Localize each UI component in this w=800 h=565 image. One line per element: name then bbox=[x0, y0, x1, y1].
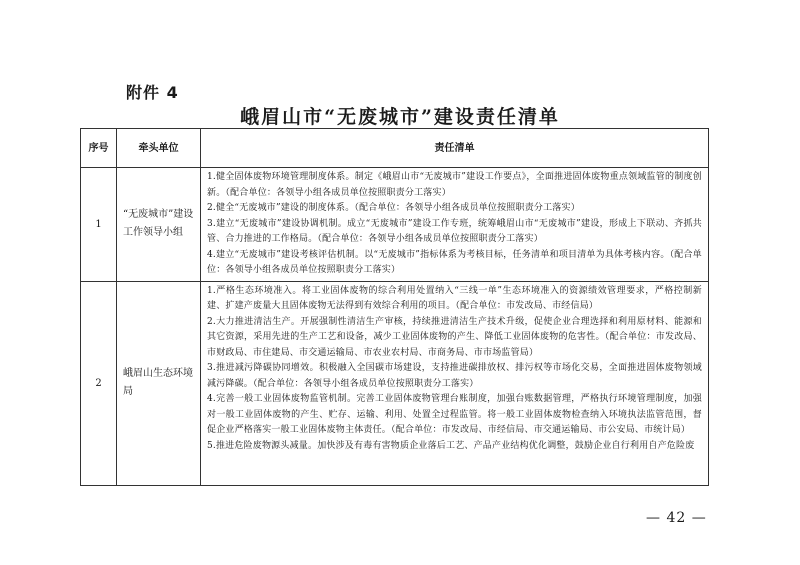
attachment-label: 附件 4 bbox=[126, 83, 179, 102]
row-seq: 1 bbox=[81, 168, 117, 282]
header-responsibility-list: 责任清单 bbox=[201, 129, 709, 168]
header-seq: 序号 bbox=[81, 129, 117, 168]
row-seq: 2 bbox=[81, 281, 117, 485]
responsibility-item: 2.大力推进清洁生产。开展强制性清洁生产审核，持续推进清洁生产技术升级，促使企业合理选择和利用原材料、能源和其它资源，采用先进的生产工艺和设备，减少工业固体废物的产生、降低工业固体废物的危害性。（配合单位：市发改局、市财政局、市住建局、市交通运输局、市农业农村局、市商务局、市市场监管局） bbox=[207, 316, 702, 358]
responsibility-item: 1.严格生态环境准入。将工业固体废物的综合利用处置纳入“三线一单”生态环境准入的资源绩效管理要求，严格控制新建、扩建产废量大且固体废物无法得到有效综合利用的项目。（配合单位：市发改局、市经信局） bbox=[207, 285, 702, 311]
responsibility-item: 5.推进危险废物源头减量。加快涉及有毒有害物质企业落后工艺、产品产业结构优化调整，鼓励企业自行利用自产危险废 bbox=[207, 440, 695, 451]
responsibility-item: 3.推进减污降碳协同增效。积极融入全国碳市场建设，支持推进碳排放权、排污权等市场化交易，全面推进固体废物领域减污降碳。（配合单位：各领导小组各成员单位按照职责分工落实） bbox=[207, 363, 702, 389]
responsibility-item: 1.健全固体废物环境管理制度体系。制定《峨眉山市“无废城市”建设工作要点》，全面推进固体废物重点领域监管的制度创新。（配合单位：各领导小组各成员单位按照职责分工落实） bbox=[207, 172, 702, 198]
table-row bbox=[81, 281, 709, 485]
responsibility-item: 4.建立“无废城市”建设考核评估机制。以“无废城市”指标体系为考核目标，任务清单和项目清单为具体考核内容。（配合单位：各领导小组各成员单位按照职责分工落实） bbox=[207, 249, 702, 275]
responsibility-item: 4.完善一般工业固体废物监管机制。完善工业固体废物管理台账制度，加强台账数据管理，严格执行环境管理制度，加强对一般工业固体废物的产生、贮存、运输、利用、处置全过程监管。将一般工业固体废物检查纳入环境执法监管范围，督促企业严格落实一般工业固体废物主体责任。（配合单位：市发改局、市经信局、市交通运输局、市公安局、市统计局） bbox=[207, 394, 702, 435]
row-lead-unit: 峨眉山生态环境局 bbox=[117, 281, 201, 485]
row-responsibilities bbox=[201, 168, 709, 282]
row-lead-unit: “无废城市”建设工作领导小组 bbox=[117, 168, 201, 282]
row-responsibilities bbox=[201, 281, 709, 485]
responsibility-table bbox=[80, 128, 709, 486]
header-lead-unit: 牵头单位 bbox=[117, 129, 201, 168]
table-header-row bbox=[81, 129, 709, 168]
responsibility-item: 3.建立“无废城市”建设协调机制。成立“无废城市”建设工作专班，统筹峨眉山市“无废城市”建设，形成上下联动、齐抓共管、合力推进的工作格局。（配合单位：各领导小组各成员单位按照职责分工落实） bbox=[207, 218, 702, 244]
table-row bbox=[81, 168, 709, 282]
document-title: 峨眉山市“无废城市”建设责任清单 bbox=[240, 106, 560, 128]
page-number: — 42 — bbox=[646, 510, 707, 526]
responsibility-item: 2.健全“无废城市”建设的制度体系。（配合单位：各领导小组各成员单位按照职责分工落实） bbox=[207, 203, 580, 213]
